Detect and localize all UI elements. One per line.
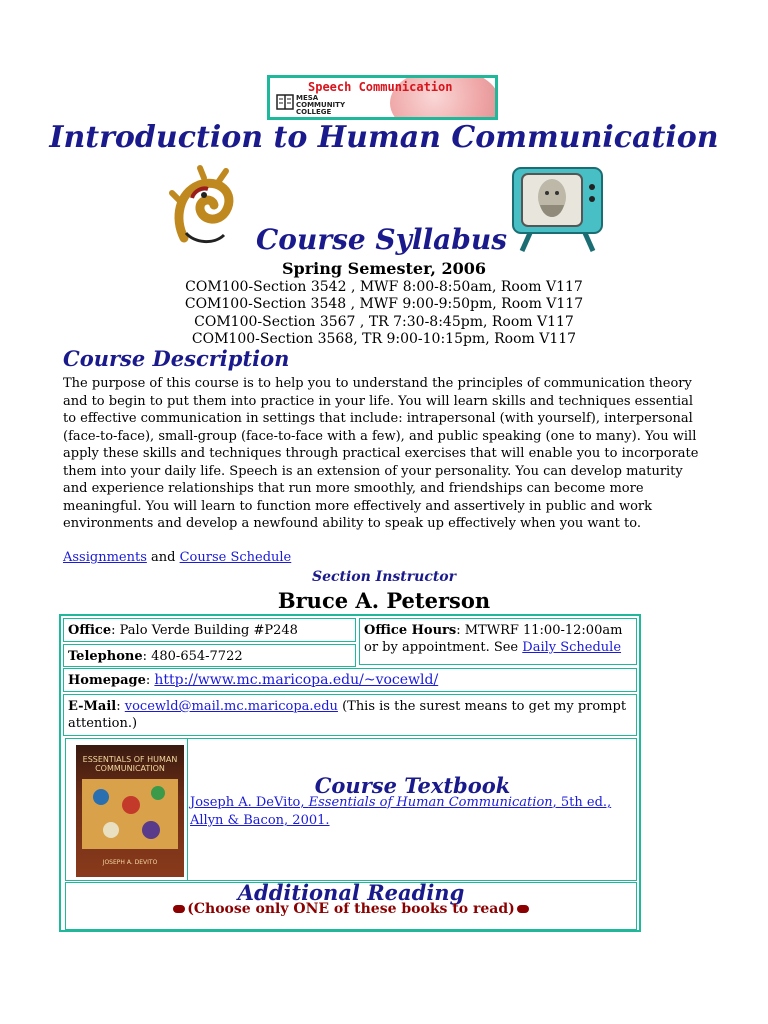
college-logo xyxy=(267,75,498,120)
course-schedule-link[interactable]: Course Schedule xyxy=(179,550,292,565)
section-instructor-heading: Section Instructor xyxy=(311,569,457,585)
kokopelli-icon xyxy=(164,163,254,253)
homepage-link[interactable]: http://www.mc.maricopa.edu/~vocewld/ xyxy=(154,672,439,688)
course-description-heading: Course Description xyxy=(63,346,290,371)
bullet-icon xyxy=(517,905,529,913)
section-line: COM100-Section 3568, TR 9:00-10:15pm, Room V117 xyxy=(191,331,577,347)
logo-college-name: MESA COMMUNITY COLLEGE xyxy=(296,94,346,116)
office-hours-cell: Office Hours: MTWRF 11:00-12:00am or by appointment. See Daily Schedule xyxy=(359,618,637,665)
email-cell: E-Mail: vocewld@mail.mc.maricopa.edu (This is the surest means to get my prompt attention.) xyxy=(63,694,637,736)
cover-illustration xyxy=(76,775,184,855)
telephone-cell: Telephone: 480-654-7722 xyxy=(63,644,356,667)
section-line: COM100-Section 3542 , MWF 8:00-8:50am, Room V117 xyxy=(185,279,583,295)
television-icon xyxy=(510,165,605,253)
semester: Spring Semester, 2006 xyxy=(282,259,486,278)
office-cell: Office: Palo Verde Building #P248 xyxy=(63,618,356,642)
page-title: Introduction to Human Communication xyxy=(49,120,719,155)
additional-reading-heading: Additional Reading xyxy=(237,880,465,905)
daily-schedule-link[interactable]: Daily Schedule xyxy=(522,640,622,655)
logo-title: Speech Communication xyxy=(308,80,453,94)
open-book-icon xyxy=(276,92,294,112)
textbook-row xyxy=(65,738,637,881)
email-link[interactable]: vocewld@mail.mc.maricopa.edu xyxy=(124,699,338,714)
course-description-text: The purpose of this course is to help you to understand the principles of communication theory and to begin to put them into practice in your life. You will learn skills and techniques essential to effective communication in settings that include: intrapersonal (with yourself), interpersonal (face-to-face), small-group (face-to-face with a few), and public speaking (one to many). You will apply these skills and techniques through practical exercises that will enable you to incorporate them into your daily life. Speech is an extension of your personality. You can develop maturity and experience relationships that run more smoothly, and friendships can become more meaningful. You will learn to function more effectively and assertively in public and work environments and develop a newfound ability to speak up effectively when you want to. xyxy=(63,376,699,531)
additional-reading-row xyxy=(65,882,637,930)
section-line: COM100-Section 3567 , TR 7:30-8:45pm, Room V117 xyxy=(194,314,574,330)
textbook-link[interactable]: Joseph A. DeVito, Essentials of Human Communication, 5th ed., Allyn & Bacon, 2001. xyxy=(190,795,612,828)
additional-reading-note: (Choose only ONE of these books to read) xyxy=(66,901,636,918)
instructor-name: Bruce A. Peterson xyxy=(277,588,491,613)
textbook-cover-image: ESSENTIALS OF HUMAN COMMUNICATION JOSEPH A. DEVITO xyxy=(76,745,184,877)
section-line: COM100-Section 3548 , MWF 9:00-9:50pm, Room V117 xyxy=(184,296,584,312)
textbook-citation xyxy=(190,794,635,830)
instructor-info-table xyxy=(59,614,641,932)
bullet-icon xyxy=(173,905,185,913)
course-textbook-heading: Course Textbook xyxy=(314,773,511,798)
syllabus-heading: Course Syllabus xyxy=(256,223,508,256)
homepage-cell: Homepage: http://www.mc.maricopa.edu/~vocewld/ xyxy=(63,668,637,692)
assignments-link[interactable]: Assignments xyxy=(63,550,147,565)
course-links: Assignments and Course Schedule xyxy=(63,550,292,565)
